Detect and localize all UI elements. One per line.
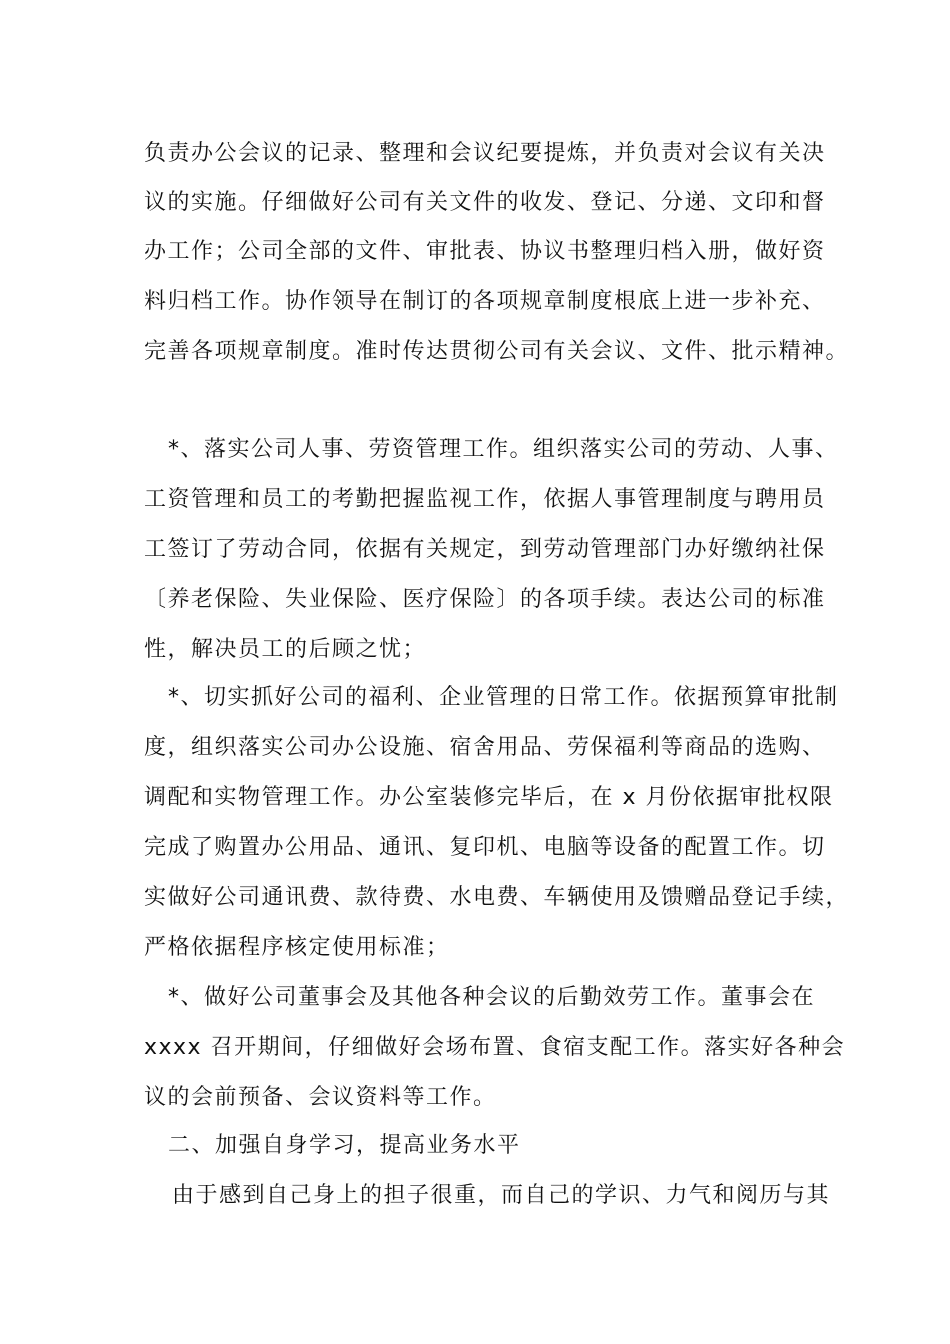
paragraph-line: 工签订了劳动合同，依据有关规定，到劳动管理部门办好缴纳社保 bbox=[144, 537, 826, 562]
paragraph-line: 料归档工作。协作领导在制订的各项规章制度根底上进一步补充、 bbox=[144, 289, 826, 314]
paragraph-line: 调配和实物管理工作。办公室装修完毕后，在 x 月份依据审批权限 bbox=[144, 785, 834, 810]
list-item-line: *、落实公司人事、劳资管理工作。组织落实公司的劳动、人事、 bbox=[168, 437, 839, 462]
paragraph-line: 实做好公司通讯费、款待费、水电费、车辆使用及馈赠品登记手续， bbox=[144, 885, 850, 910]
list-item-line: *、做好公司董事会及其他各种会议的后勤效劳工作。董事会在 bbox=[168, 985, 816, 1010]
paragraph-line: 严格依据程序核定使用标准； bbox=[144, 935, 450, 960]
paragraph-line: 负责办公会议的记录、整理和会议纪要提炼，并负责对会议有关决 bbox=[144, 141, 826, 166]
list-item-line: *、切实抓好公司的福利、企业管理的日常工作。依据预算审批制 bbox=[168, 685, 839, 710]
section-heading: 二、加强自身学习，提高业务水平 bbox=[168, 1133, 521, 1158]
paragraph-line: 度，组织落实公司办公设施、宿舍用品、劳保福利等商品的选购、 bbox=[144, 735, 826, 760]
paragraph-line: 完善各项规章制度。准时传达贯彻公司有关会议、文件、批示精神。 bbox=[144, 339, 850, 364]
paragraph-line: 由于感到自己身上的担子很重，而自己的学识、力气和阅历与其 bbox=[172, 1183, 831, 1208]
paragraph-line: 性，解决员工的后顾之忧； bbox=[144, 637, 427, 662]
paragraph-line: 〔养老保险、失业保险、医疗保险〕的各项手续。表达公司的标准 bbox=[144, 587, 826, 612]
paragraph-line: 工资管理和员工的考勤把握监视工作，依据人事管理制度与聘用员 bbox=[144, 487, 826, 512]
paragraph-line: 议的会前预备、会议资料等工作。 bbox=[144, 1085, 497, 1110]
paragraph-line: 议的实施。仔细做好公司有关文件的收发、登记、分递、文印和督 bbox=[144, 190, 826, 215]
paragraph-line: 办工作；公司全部的文件、审批表、协议书整理归档入册，做好资 bbox=[144, 239, 826, 264]
paragraph-line: xxxx 召开期间，仔细做好会场布置、食宿支配工作。落实好各种会 bbox=[144, 1035, 846, 1060]
paragraph-line: 完成了购置办公用品、通讯、复印机、电脑等设备的配置工作。切 bbox=[144, 835, 826, 860]
